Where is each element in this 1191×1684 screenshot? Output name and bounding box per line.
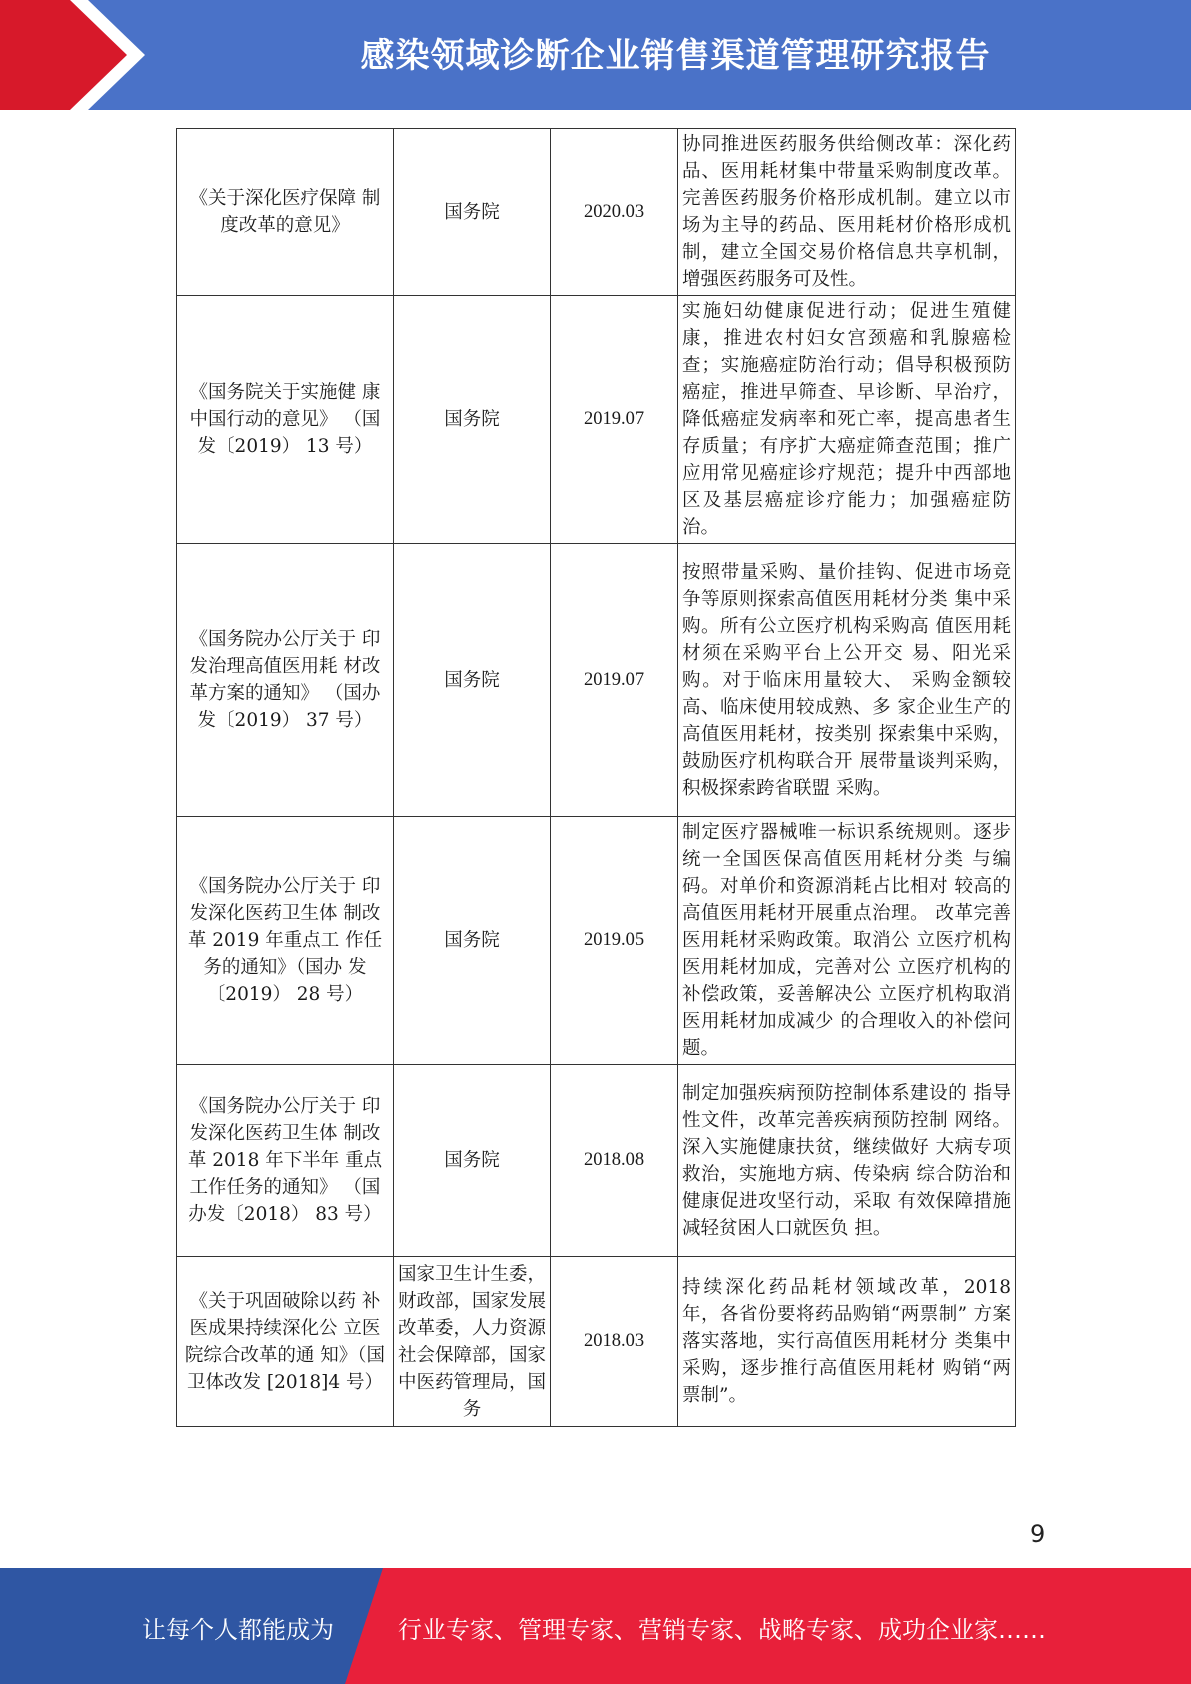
header-band	[0, 0, 1191, 110]
table-row	[177, 1065, 1016, 1257]
policy-name-cell: 《国务院办公厅关于 印发深化医药卫生体 制改革 2019 年重点工 作任务的通知》（国办 发〔2019） 28 号）	[177, 817, 394, 1065]
date-cell: 2019.05	[551, 817, 678, 1065]
department-cell: 国务院	[394, 129, 551, 296]
department-cell: 国务院	[394, 817, 551, 1065]
content-cell: 按照带量采购、量价挂钩、促进市场竞争等原则探索高值医用耗材分类 集中采购。所有公立医疗机构采购高 值医用耗材须在采购平台上公开交 易、阳光采购。对于临床用量较大、 采购金额较高、临床使用较成熟、多 家企业生产的高值医用耗材，按类别 探索集中采购，鼓励医疗机构联合开 展带量谈判采购，积极探索跨省联盟 采购。	[678, 544, 1016, 817]
content-cell: 制定加强疾病预防控制体系建设的 指导性文件，改革完善疾病预防控制 网络。深入实施健康扶贫，继续做好 大病专项救治，实施地方病、传染病 综合防治和健康促进攻坚行动，采取 有效保障措施减轻贫困人口就医负 担。	[678, 1065, 1016, 1257]
department-cell	[394, 1257, 551, 1427]
table-row	[177, 544, 1016, 817]
table-row	[177, 817, 1016, 1065]
date-cell: 2019.07	[551, 296, 678, 544]
date-cell: 2018.03	[551, 1257, 678, 1427]
table-row	[177, 129, 1016, 296]
policy-table	[176, 128, 1016, 1427]
department-cell: 国务院	[394, 1065, 551, 1257]
date-cell: 2018.08	[551, 1065, 678, 1257]
footer-slogan-right: 行业专家、管理专家、营销专家、战略专家、成功企业家……	[398, 1616, 1046, 1644]
department-cell: 国务院	[394, 544, 551, 817]
content-cell: 制定医疗器械唯一标识系统规则。逐步统一全国医保高值医用耗材分类 与编码。对单价和资源消耗占比相对 较高的高值医用耗材开展重点治理。 改革完善医用耗材采购政策。取消公 立医疗机构医用耗材加成，完善对公 立医疗机构的补偿政策，妥善解决公 立医疗机构取消医用耗材加成减少 的合理收入的补偿问题。	[678, 817, 1016, 1065]
policy-name-cell: 《国务院办公厅关于 印发治理高值医用耗 材改革方案的通知》 （国办发〔2019） 37 号）	[177, 544, 394, 817]
content-cell: 实施妇幼健康促进行动；促进生殖健康，推进农村妇女宫颈癌和乳腺癌检查；实施癌症防治行动；倡导积极预防癌症，推进早筛查、早诊断、早治疗，降低癌症发病率和死亡率，提高患者生存质量；有序扩大癌症筛查范围；推广应用常见癌症诊疗规范；提升中西部地区及基层癌症诊疗能力；加强癌症防治。	[678, 296, 1016, 544]
table-row	[177, 296, 1016, 544]
report-title: 感染领域诊断企业销售渠道管理研究报告	[360, 36, 991, 76]
chevron-arrow-icon	[0, 0, 160, 110]
table-row	[177, 1257, 1016, 1427]
date-cell: 2020.03	[551, 129, 678, 296]
policy-name-cell: 《国务院办公厅关于 印发深化医药卫生体 制改革 2018 年下半年 重点工作任务的通知》 （国办发〔2018） 83 号）	[177, 1065, 394, 1257]
footer-band	[0, 1568, 1191, 1684]
date-cell: 2019.07	[551, 544, 678, 817]
department-text: 国家卫生计生委，财政部，国家发展改革委，人力资源社会保障部，国家中医药管理局，国务	[398, 1264, 546, 1420]
footer-slogan-left: 让每个人都能成为	[142, 1616, 334, 1644]
policy-name-cell: 《关于深化医疗保障 制度改革的意见》	[177, 129, 394, 296]
content-cell: 持续深化药品耗材领域改革，2018 年，各省份要将药品购销“两票制” 方案落实落地，实行高值医用耗材分 类集中采购，逐步推行高值医用耗材 购销“两票制”。	[678, 1257, 1016, 1427]
content-cell: 协同推进医药服务供给侧改革：深化药品、医用耗材集中带量采购制度改革。完善医药服务价格形成机制。建立以市场为主导的药品、医用耗材价格形成机制，建立全国交易价格信息共享机制，增强医药服务可及性。	[678, 129, 1016, 296]
policy-name-cell: 《国务院关于实施健 康中国行动的意见》 （国发〔2019） 13 号）	[177, 296, 394, 544]
page-number: 9	[1030, 1520, 1046, 1548]
policy-name-cell: 《关于巩固破除以药 补医成果持续深化公 立医院综合改革的通 知》（国卫体改发 [2018]4 号）	[177, 1257, 394, 1427]
department-cell: 国务院	[394, 296, 551, 544]
